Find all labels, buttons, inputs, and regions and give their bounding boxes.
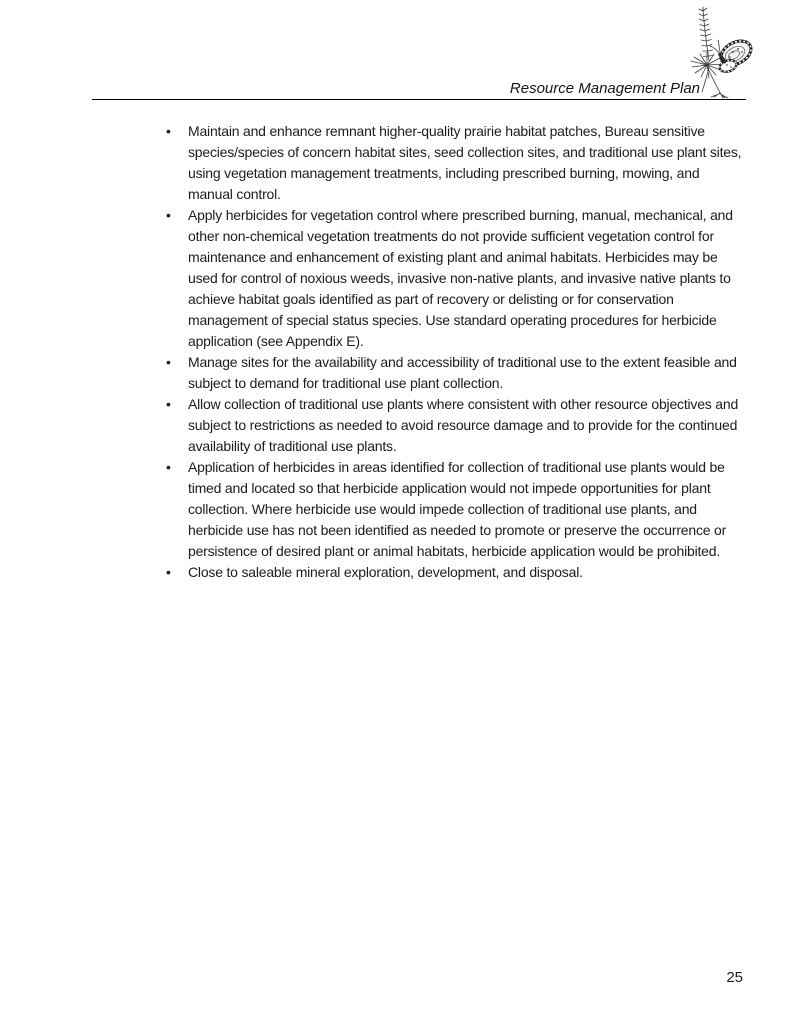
bullet-marker: • [166, 207, 171, 223]
list-item-text: Application of herbicides in areas identified for collection of traditional use plants would be timed and located so that herbicide application would not impede opportunities for plant collection. Where herbicide use would impede collection of traditional use plants, and herbicide use has not been identified as needed to promote or preserve the occurrence or persistence of desired plant or animal habitats, herbicide application would be prohibited. [188, 459, 727, 559]
page-header-title: Resource Management Plan [509, 80, 700, 97]
list-item [165, 352, 743, 394]
list-item-text: Manage sites for the availability and accessibility of traditional use to the extent feasible and subject to demand for traditional use plant collection. [188, 354, 737, 391]
list-item [165, 394, 743, 457]
bullet-marker: • [166, 396, 171, 412]
list-item-text: Allow collection of traditional use plants where consistent with other resource objectives and subject to restrictions as needed to avoid resource damage and to provide for the continued availability of traditional use plants. [188, 396, 739, 454]
list-item-text: Maintain and enhance remnant higher-quality prairie habitat patches, Bureau sensitive species/species of concern habitat sites, seed collection sites, and traditional use plant sites, using vegetation management treatments, including prescribed burning, mowing, and manual control. [188, 123, 742, 202]
bullet-marker: • [166, 564, 171, 580]
bullet-marker: • [166, 459, 171, 475]
list-item [165, 457, 743, 562]
list-item [165, 562, 743, 583]
list-item [165, 121, 743, 205]
header-rule [92, 99, 746, 100]
bullet-list [165, 121, 743, 583]
bullet-marker: • [166, 123, 171, 139]
page-number: 25 [726, 969, 743, 986]
list-item-text: Close to saleable mineral exploration, development, and disposal. [188, 564, 583, 580]
list-item [165, 205, 743, 352]
bullet-marker: • [166, 354, 171, 370]
list-item-text: Apply herbicides for vegetation control where prescribed burning, manual, mechanical, and other non-chemical vegetation treatments do not provide sufficient vegetation control for maintenance and enhancement of existing plant and animal habitats. Herbicides may be used for control of noxious weeds, invasive non-native plants, and invasive native plants to achieve habitat goals identified as part of recovery or delisting or for conservation management of special status species. Use standard operating procedures for herbicide application (see Appendix E). [188, 207, 733, 349]
